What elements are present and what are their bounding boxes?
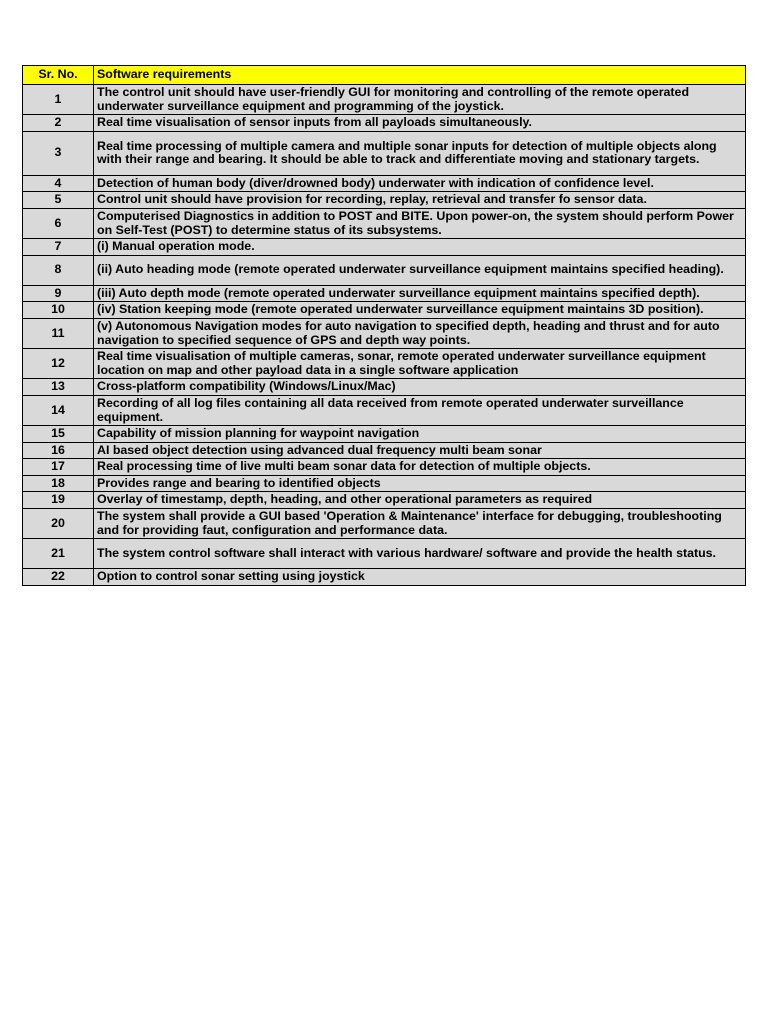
row-requirement-text: Option to control sonar setting using joystick bbox=[94, 569, 746, 586]
row-requirement-text: Provides range and bearing to identified objects bbox=[94, 475, 746, 492]
table-row bbox=[23, 395, 746, 425]
row-sr-no: 12 bbox=[23, 349, 94, 379]
table-row bbox=[23, 492, 746, 509]
table-row bbox=[23, 539, 746, 569]
row-sr-no: 3 bbox=[23, 131, 94, 175]
table-row bbox=[23, 379, 746, 396]
header-software-requirements: Software requirements bbox=[94, 66, 746, 85]
table-row bbox=[23, 459, 746, 476]
row-requirement-text: (i) Manual operation mode. bbox=[94, 239, 746, 256]
table-row bbox=[23, 509, 746, 539]
row-sr-no: 16 bbox=[23, 442, 94, 459]
software-requirements-table bbox=[22, 65, 746, 586]
row-sr-no: 4 bbox=[23, 175, 94, 192]
table-row bbox=[23, 285, 746, 302]
table-row bbox=[23, 318, 746, 348]
row-sr-no: 19 bbox=[23, 492, 94, 509]
row-sr-no: 18 bbox=[23, 475, 94, 492]
row-sr-no: 5 bbox=[23, 192, 94, 209]
row-sr-no: 8 bbox=[23, 255, 94, 285]
row-sr-no: 2 bbox=[23, 115, 94, 132]
row-requirement-text: Overlay of timestamp, depth, heading, and other operational parameters as required bbox=[94, 492, 746, 509]
row-requirement-text: The system control software shall interact with various hardware/ software and provide the health status. bbox=[94, 539, 746, 569]
row-sr-no: 11 bbox=[23, 318, 94, 348]
row-sr-no: 13 bbox=[23, 379, 94, 396]
table-body bbox=[23, 85, 746, 586]
row-requirement-text: (iv) Station keeping mode (remote operated underwater surveillance equipment maintains 3D position). bbox=[94, 302, 746, 319]
table-row bbox=[23, 131, 746, 175]
row-requirement-text: Real time processing of multiple camera and multiple sonar inputs for detection of multiple objects along with their range and bearing. It should be able to track and differentiate moving and stationary targets. bbox=[94, 131, 746, 175]
table-row bbox=[23, 175, 746, 192]
row-sr-no: 17 bbox=[23, 459, 94, 476]
table-row bbox=[23, 115, 746, 132]
table-row bbox=[23, 85, 746, 115]
row-requirement-text: (ii) Auto heading mode (remote operated underwater surveillance equipment maintains specified heading). bbox=[94, 255, 746, 285]
row-requirement-text: AI based object detection using advanced dual frequency multi beam sonar bbox=[94, 442, 746, 459]
row-requirement-text: Computerised Diagnostics in addition to POST and BITE. Upon power-on, the system should perform Power on Self-Test (POST) to determine status of its subsystems. bbox=[94, 208, 746, 238]
table-row bbox=[23, 569, 746, 586]
row-sr-no: 7 bbox=[23, 239, 94, 256]
row-requirement-text: Real time visualisation of sensor inputs from all payloads simultaneously. bbox=[94, 115, 746, 132]
header-row bbox=[23, 66, 746, 85]
table-row bbox=[23, 442, 746, 459]
row-sr-no: 14 bbox=[23, 395, 94, 425]
row-sr-no: 15 bbox=[23, 426, 94, 443]
table-row bbox=[23, 475, 746, 492]
table-header bbox=[23, 66, 746, 85]
table-row bbox=[23, 302, 746, 319]
row-requirement-text: Cross-platform compatibility (Windows/Linux/Mac) bbox=[94, 379, 746, 396]
table-row bbox=[23, 192, 746, 209]
row-requirement-text: Real time visualisation of multiple cameras, sonar, remote operated underwater surveillance equipment location on map and other payload data in a single software application bbox=[94, 349, 746, 379]
row-requirement-text: (iii) Auto depth mode (remote operated underwater surveillance equipment maintains specified depth). bbox=[94, 285, 746, 302]
table-row bbox=[23, 426, 746, 443]
row-requirement-text: Real processing time of live multi beam sonar data for detection of multiple objects. bbox=[94, 459, 746, 476]
row-requirement-text: (v) Autonomous Navigation modes for auto navigation to specified depth, heading and thrust and for auto navigation to specified sequence of GPS and depth way points. bbox=[94, 318, 746, 348]
row-sr-no: 1 bbox=[23, 85, 94, 115]
row-requirement-text: Control unit should have provision for recording, replay, retrieval and transfer fo sensor data. bbox=[94, 192, 746, 209]
table-row bbox=[23, 239, 746, 256]
table-row bbox=[23, 208, 746, 238]
row-sr-no: 6 bbox=[23, 208, 94, 238]
row-requirement-text: Capability of mission planning for waypoint navigation bbox=[94, 426, 746, 443]
table-row bbox=[23, 349, 746, 379]
row-sr-no: 10 bbox=[23, 302, 94, 319]
header-sr-no: Sr. No. bbox=[23, 66, 94, 85]
row-sr-no: 21 bbox=[23, 539, 94, 569]
row-requirement-text: Detection of human body (diver/drowned body) underwater with indication of confidence level. bbox=[94, 175, 746, 192]
row-sr-no: 20 bbox=[23, 509, 94, 539]
table-row bbox=[23, 255, 746, 285]
row-requirement-text: Recording of all log files containing all data received from remote operated underwater surveillance equipment. bbox=[94, 395, 746, 425]
row-requirement-text: The control unit should have user-friendly GUI for monitoring and controlling of the remote operated underwater surveillance equipment and programming of the joystick. bbox=[94, 85, 746, 115]
row-requirement-text: The system shall provide a GUI based 'Operation & Maintenance' interface for debugging, troubleshooting and for providing faut, configuration and performance data. bbox=[94, 509, 746, 539]
row-sr-no: 9 bbox=[23, 285, 94, 302]
row-sr-no: 22 bbox=[23, 569, 94, 586]
